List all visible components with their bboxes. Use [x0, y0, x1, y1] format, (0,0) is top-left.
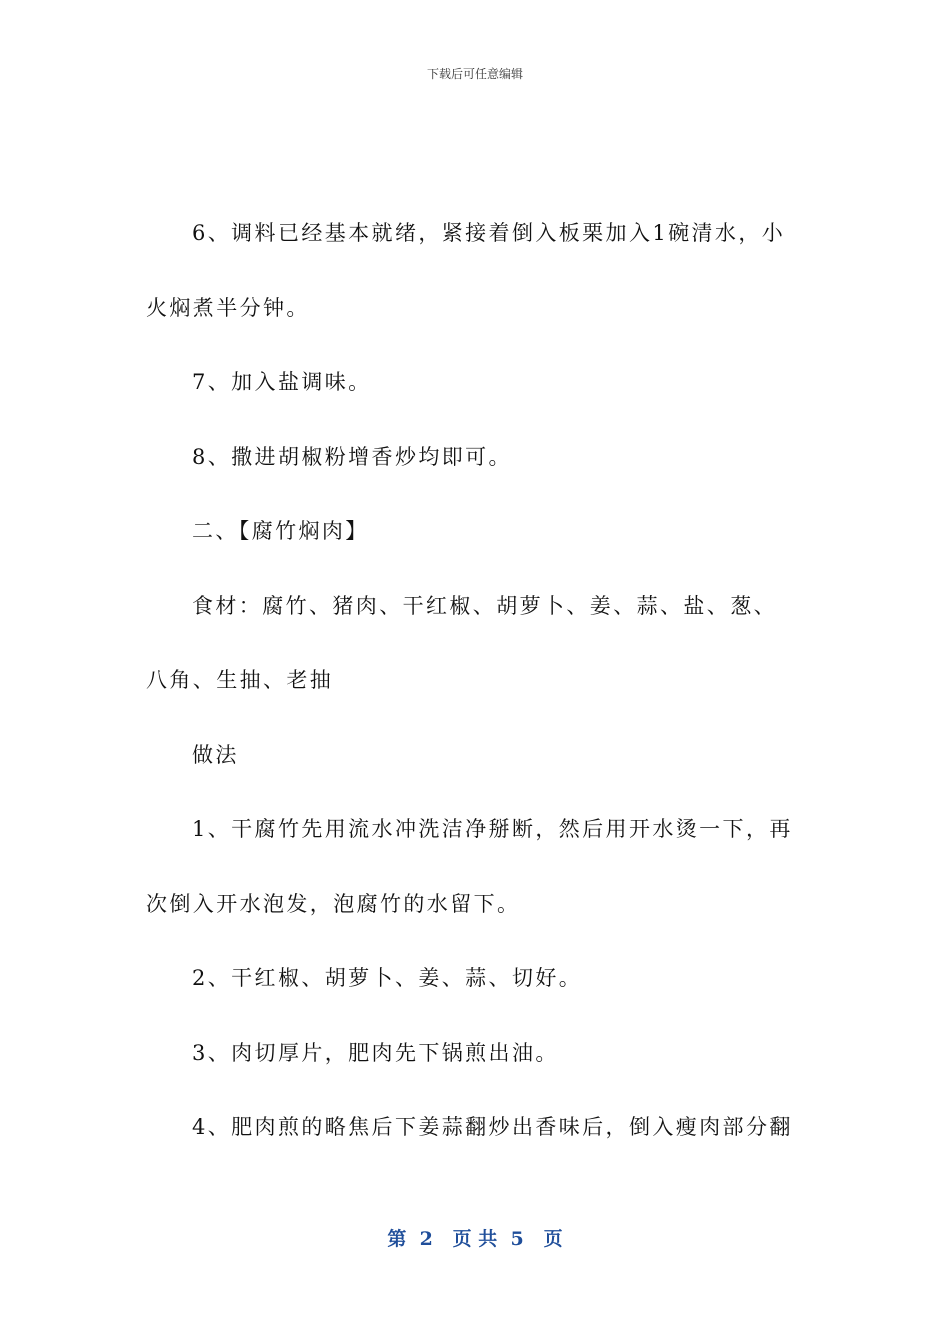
document-body [146, 196, 806, 1165]
page-header-note: 下载后可任意编辑 [426, 67, 523, 81]
ingredients-line: 八角、生抽、老抽 [146, 668, 334, 692]
paragraph-line: 3、肉切厚片，肥肉先下锅煎出油。 [192, 1040, 559, 1065]
ingredients-line: 食材：腐竹、猪肉、干红椒、胡萝卜、姜、蒜、盐、葱、 [192, 593, 777, 618]
paragraph-line: 次倒入开水泡发，泡腐竹的水留下。 [146, 891, 521, 916]
paragraph-line: 8、撒进胡椒粉增香炒均即可。 [192, 444, 512, 469]
paragraph-line: 火焖煮半分钟。 [146, 295, 310, 320]
page-number-footer: 第 2 页 共 5 页 [387, 1228, 563, 1250]
paragraph-line: 2、干红椒、胡萝卜、姜、蒜、切好。 [192, 966, 583, 990]
method-heading: 做法 [192, 742, 239, 767]
section-heading: 二、【腐竹焖肉】 [192, 519, 369, 543]
paragraph-line: 4、肥肉煎的略焦后下姜蒜翻炒出香味后，倒入瘦肉部分翻 [192, 1115, 793, 1139]
paragraph-line: 6、调料已经基本就绪，紧接着倒入板栗加入1碗清水，小 [192, 221, 786, 245]
paragraph-line: 7、加入盐调味。 [192, 370, 372, 394]
paragraph-line: 1、干腐竹先用流水冲洗洁净掰断，然后用开水烫一下，再 [192, 817, 793, 841]
